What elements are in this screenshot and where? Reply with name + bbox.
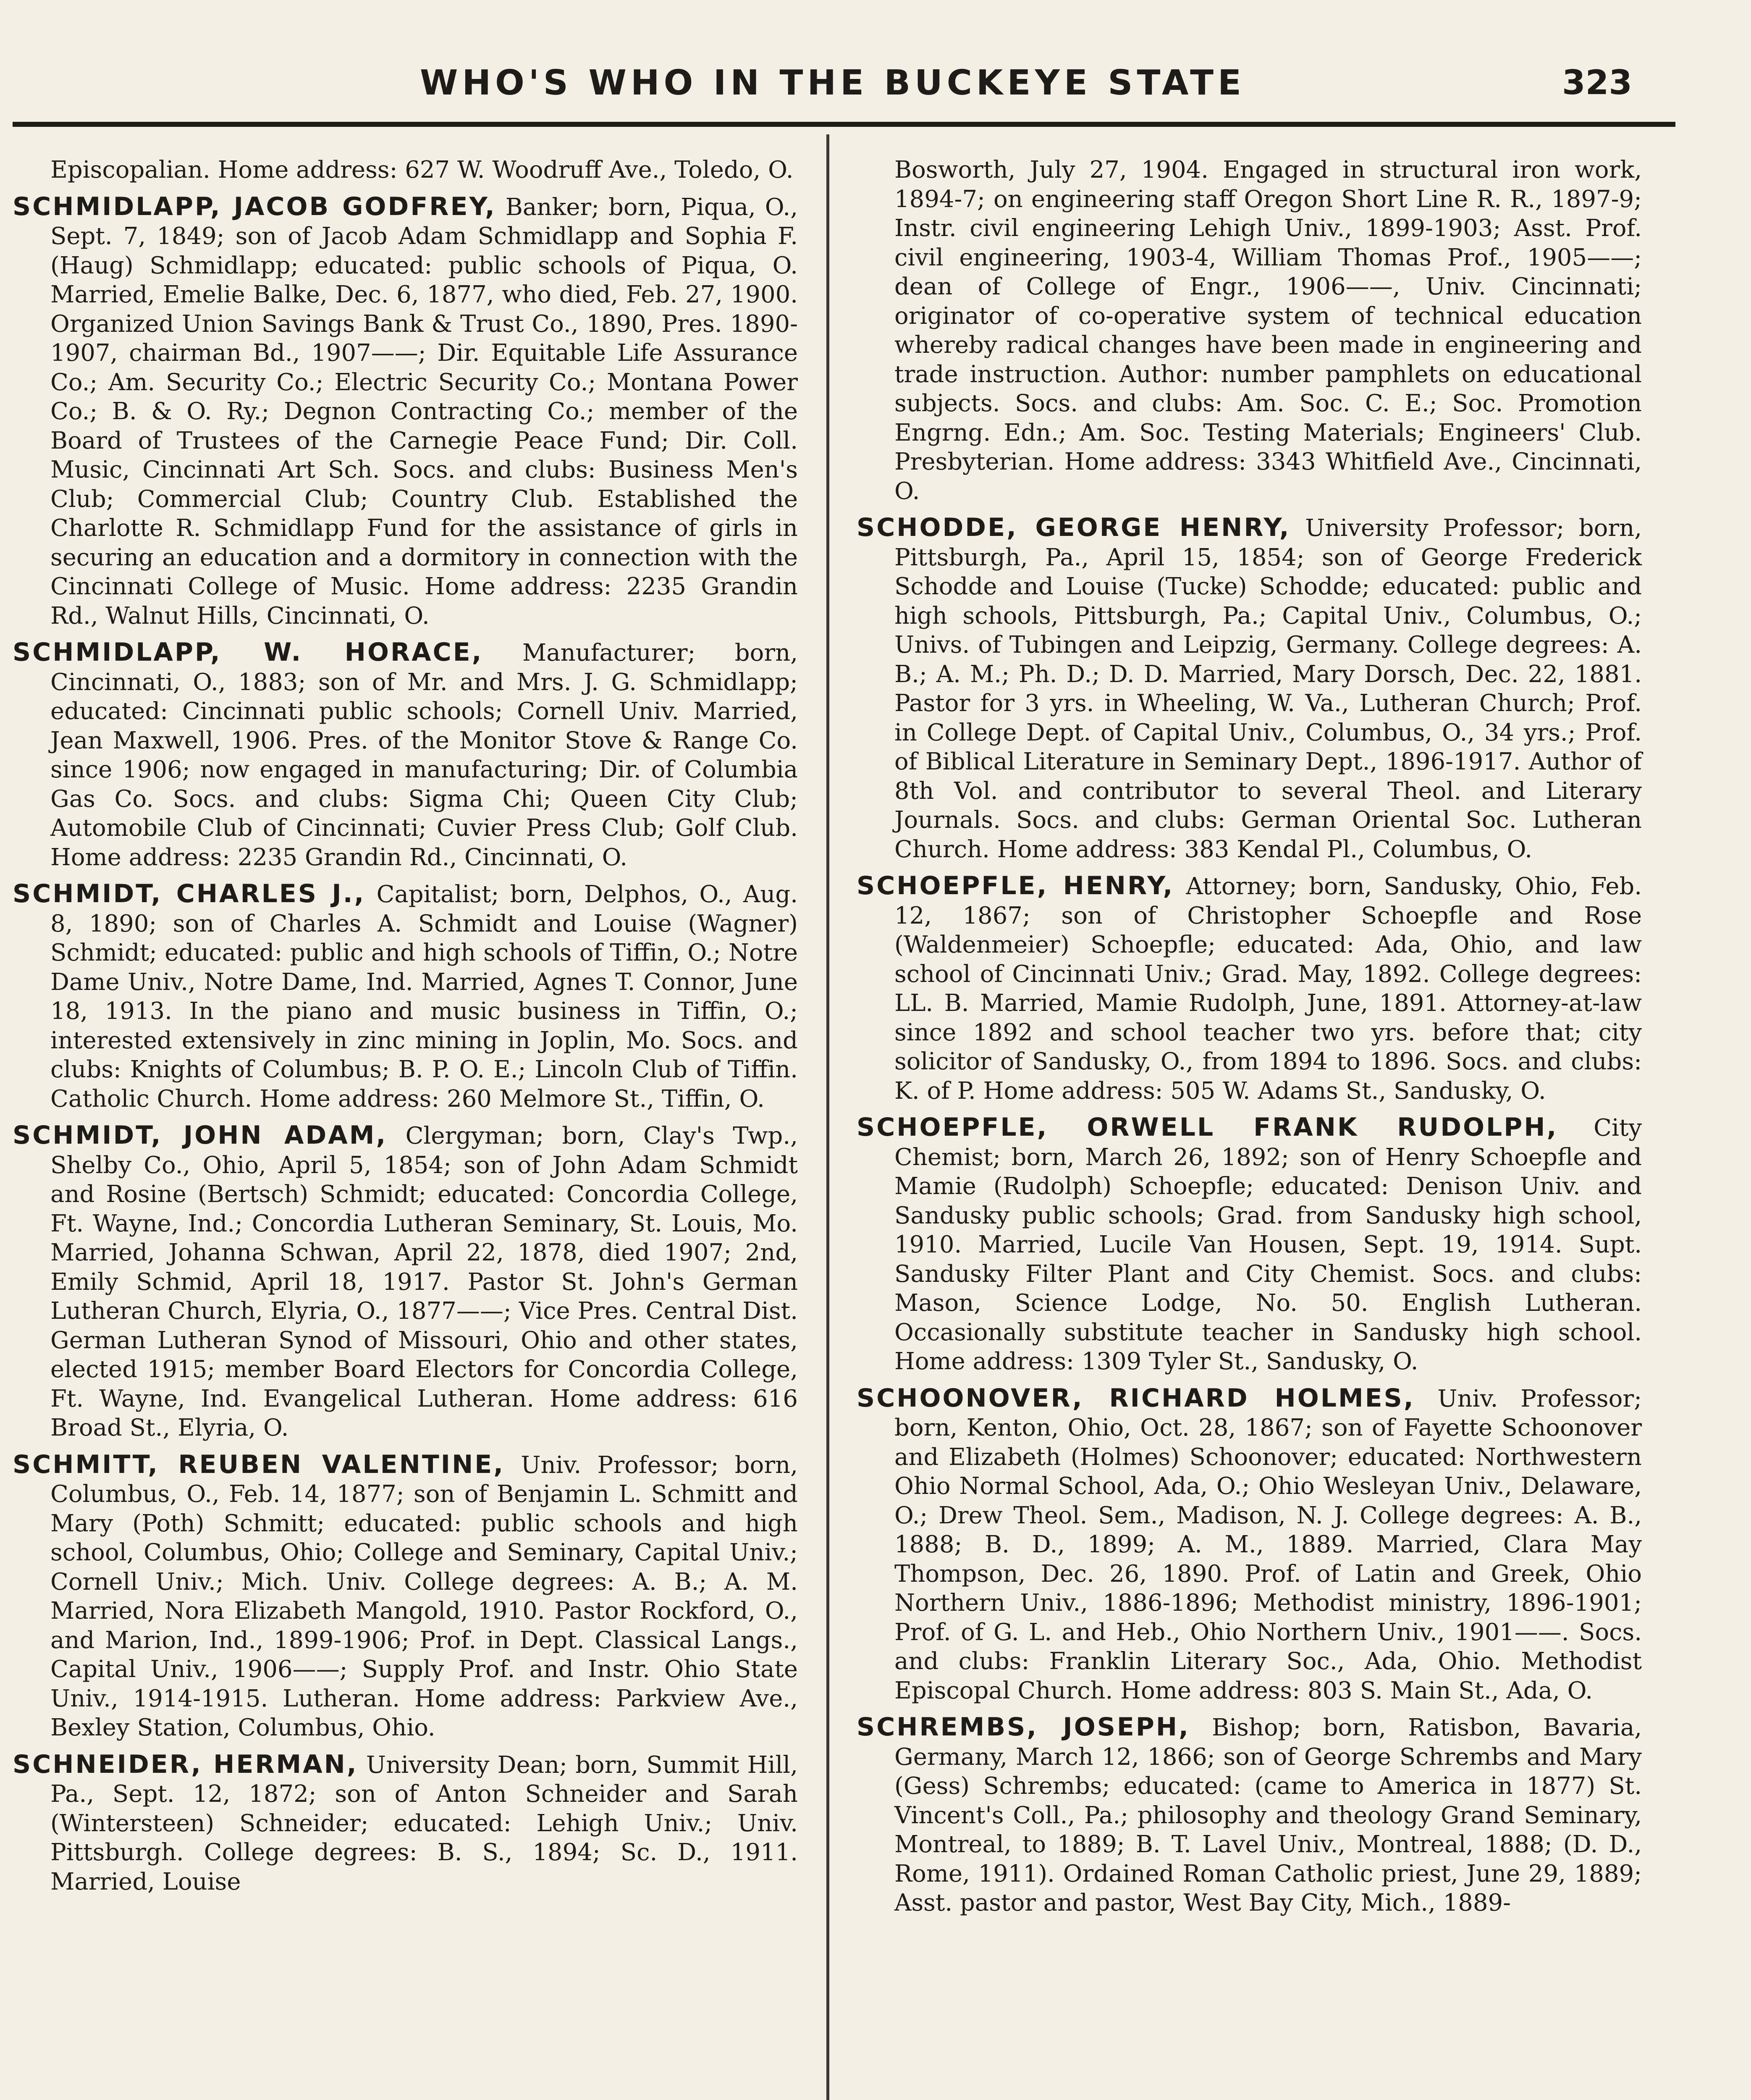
entry-continuation — [13, 155, 798, 185]
entry-text: Manufacturer; born, Cincinnati, O., 1883; son of Mr. and Mrs. J. G. Schmidlapp; educated: Cincinnati public schools; Cornell Univ. Married, Jean Maxwell, 1906. Pres. of the Monitor Stove & Range Co. since 1906; now engaged in manufacturing; Dir. of Columbia Gas Co. Socs. and clubs: Sigma Chi; Queen City Club; Automobile Club of Cincinnati; Cuvier Press Club; Golf Club. Home address: 2235 Grandin Rd., Cincinnati, O. — [50, 639, 798, 871]
running-head: WHO'S WHO IN THE BUCKEYE STATE — [420, 63, 1246, 103]
entry-name: SCHMIDT, CHARLES J., — [13, 879, 366, 908]
entry — [857, 872, 1642, 1105]
entry-text: Univ. Professor; born, Kenton, Ohio, Oct. 28, 1867; son of Fayette Schoonover and Elizabeth (Holmes) Schoonover; educated: Northwestern Ohio Normal School, Ada, O.; Ohio Wesleyan Univ., Delaware, O.; Drew Theol. Sem., Madison, N. J. College degrees: A. B., 1888; B. D., 1899; A. M., 1889. Married, Clara May Thompson, Dec. 26, 1890. Prof. of Latin and Greek, Ohio Northern Univ., 1886-1896; Methodist ministry, 1896-1901; Prof. of G. L. and Heb., Ohio Northern Univ., 1901——. Socs. and clubs: Franklin Literary Soc., Ada, Ohio. Methodist Episcopal Church. Home address: 803 S. Main St., Ada, O. — [894, 1385, 1642, 1704]
column-divider — [826, 134, 829, 2100]
entry — [857, 513, 1642, 864]
entry-name: SCHODDE, GEORGE HENRY, — [857, 513, 1291, 542]
entry — [13, 1750, 798, 1897]
entry-text: City Chemist; born, March 26, 1892; son of Henry Schoepfle and Mamie (Rudolph) Schoepfle; educated: Denison Univ. and Sandusky public schools; Grad. from Sandusky high school, 1910. Married, Lucile Van Housen, Sept. 19, 1914. Supt. Sandusky Filter Plant and City Chemist. Socs. and clubs: Mason, Science Lodge, No. 50. English Lutheran. Occasionally substitute teacher in Sandusky high school. Home address: 1309 Tyler St., Sandusky, O. — [894, 1114, 1642, 1375]
entry-name: SCHNEIDER, HERMAN, — [13, 1749, 358, 1779]
entry-text: Episcopalian. Home address: 627 W. Woodruff Ave., Toledo, O. — [50, 156, 794, 184]
entry — [857, 1713, 1642, 1918]
entry-continuation — [857, 155, 1642, 506]
entry-text: University Dean; born, Summit Hill, Pa., Sept. 12, 1872; son of Anton Schneider and Sarah (Wintersteen) Schneider; educated: Lehigh Univ.; Univ. Pittsburgh. College degrees: B. S., 1894; Sc. D., 1911. Married, Louise — [50, 1751, 798, 1895]
left-column — [13, 155, 798, 1904]
entry-text: Attorney; born, Sandusky, Ohio, Feb. 12, 1867; son of Christopher Schoepfle and Rose (Waldenmeier) Schoepfle; educated: Ada, Ohio, and law school of Cincinnati Univ.; Grad. May, 1892. College degrees: LL. B. Married, Mamie Rudolph, June, 1891. Attorney-at-law since 1892 and school teacher two yrs. before that; city solicitor of Sandusky, O., from 1894 to 1896. Socs. and clubs: K. of P. Home address: 505 W. Adams St., Sandusky, O. — [894, 873, 1642, 1105]
entry-name: SCHMITT, REUBEN VALENTINE, — [13, 1449, 505, 1479]
entry-text: Bosworth, July 27, 1904. Engaged in structural iron work, 1894-7; on engineering staff Oregon Short Line R. R., 1897-9; Instr. civil engineering Lehigh Univ., 1899-1903; Asst. Prof. civil engineering, 1903-4, William Thomas Prof., 1905——; dean of College of Engr., 1906——, Univ. Cincinnati; originator of co-operative system of technical education whereby radical changes have been made in engineering and trade instruction. Author: number pamphlets on educational subjects. Socs. and clubs: Am. Soc. C. E.; Soc. Promotion Engrng. Edn.; Am. Soc. Testing Materials; Engineers' Club. Presbyterian. Home address: 3343 Whitfield Ave., Cincinnati, O. — [894, 156, 1642, 505]
entry-name: SCHMIDLAPP, JACOB GODFREY, — [13, 192, 496, 221]
entry-text: Univ. Professor; born, Columbus, O., Feb. 14, 1877; son of Benjamin L. Schmitt and Mary (Poth) Schmitt; educated: public schools and high school, Columbus, Ohio; College and Seminary, Capital Univ.; Cornell Univ.; Mich. Univ. College degrees: A. B.; A. M. Married, Nora Elizabeth Mangold, 1910. Pastor Rockford, O., and Marion, Ind., 1899-1906; Prof. in Dept. Classical Langs., Capital Univ., 1906——; Supply Prof. and Instr. Ohio State Univ., 1914-1915. Lutheran. Home address: Parkview Ave., Bexley Station, Columbus, Ohio. — [50, 1451, 798, 1741]
entry — [13, 192, 798, 631]
header-rule — [13, 122, 1675, 127]
entry-text: Bishop; born, Ratisbon, Bavaria, Germany, March 12, 1866; son of George Schrembs and Mary (Gess) Schrembs; educated: (came to America in 1877) St. Vincent's Coll., Pa.; philosophy and theology Grand Seminary, Montreal, to 1889; B. T. Lavel Univ., Montreal, 1888; (D. D., Rome, 1911). Ordained Roman Catholic priest, June 29, 1889; Asst. pastor and pastor, West Bay City, Mich., 1889- — [894, 1714, 1642, 1916]
entry-text: Banker; born, Piqua, O., Sept. 7, 1849; son of Jacob Adam Schmidlapp and Sophia F. (Haug) Schmidlapp; educated: public schools of Piqua, O. Married, Emelie Balke, Dec. 6, 1877, who died, Feb. 27, 1900. Organized Union Savings Bank & Trust Co., 1890, Pres. 1890-1907, chairman Bd., 1907——; Dir. Equitable Life Assurance Co.; Am. Security Co.; Electric Security Co.; Montana Power Co.; B. & O. Ry.; Degnon Contracting Co.; member of the Board of Trustees of the Carnegie Peace Fund; Dir. Coll. Music, Cincinnati Art Sch. Socs. and clubs: Business Men's Club; Commercial Club; Country Club. Established the Charlotte R. Schmidlapp Fund for the assistance of girls in securing an education and a dormitory in connection with the Cincinnati College of Music. Home address: 2235 Grandin Rd., Walnut Hills, Cincinnati, O. — [50, 193, 798, 630]
entry-name: SCHMIDLAPP, W. HORACE, — [13, 638, 483, 667]
entry — [13, 1450, 798, 1743]
entry — [13, 879, 798, 1113]
entry-name: SCHOEPFLE, ORWELL FRANK RUDOLPH, — [857, 1113, 1558, 1142]
entry-name: SCHREMBS, JOSEPH, — [857, 1712, 1190, 1742]
entry — [13, 1121, 798, 1443]
entry — [13, 638, 798, 872]
page-number: 323 — [1562, 63, 1632, 102]
entry-name: SCHMIDT, JOHN ADAM, — [13, 1121, 388, 1150]
entry-name: SCHOONOVER, RICHARD HOLMES, — [857, 1383, 1415, 1413]
right-column — [857, 155, 1642, 1925]
entry-text: Clergyman; born, Clay's Twp., Shelby Co., Ohio, April 5, 1854; son of John Adam Schmidt and Rosine (Bertsch) Schmidt; educated: Concordia College, Ft. Wayne, Ind.; Concordia Lutheran Seminary, St. Louis, Mo. Married, Johanna Schwan, April 22, 1878, died 1907; 2nd, Emily Schmid, April 18, 1917. Pastor St. John's German Lutheran Church, Elyria, O., 1877——; Vice Pres. Central Dist. German Lutheran Synod of Missouri, Ohio and other states, elected 1915; member Board Electors for Concordia College, Ft. Wayne, Ind. Evangelical Lutheran. Home address: 616 Broad St., Elyria, O. — [50, 1122, 798, 1441]
page-header — [0, 50, 1751, 122]
entry — [857, 1384, 1642, 1706]
entry — [857, 1113, 1642, 1376]
entry-text: Capitalist; born, Delphos, O., Aug. 8, 1890; son of Charles A. Schmidt and Louise (Wagner) Schmidt; educated: public and high schools of Tiffin, O.; Notre Dame Univ., Notre Dame, Ind. Married, Agnes T. Connor, June 18, 1913. In the piano and music business in Tiffin, O.; interested extensively in zinc mining in Joplin, Mo. Socs. and clubs: Knights of Columbus; B. P. O. E.; Lincoln Club of Tiffin. Catholic Church. Home address: 260 Melmore St., Tiffin, O. — [50, 881, 798, 1113]
entry-text: University Professor; born, Pittsburgh, Pa., April 15, 1854; son of George Frederick Schodde and Louise (Tucke) Schodde; educated: public and high schools, Pittsburgh, Pa.; Capital Univ., Columbus, O.; Univs. of Tubingen and Leipzig, Germany. College degrees: A. B.; A. M.; Ph. D.; D. D. Married, Mary Dorsch, Dec. 22, 1881. Pastor for 3 yrs. in Wheeling, W. Va., Lutheran Church; Prof. in College Dept. of Capital Univ., Columbus, O., 34 yrs.; Prof. of Biblical Literature in Seminary Dept., 1896-1917. Author of 8th Vol. and contributor to several Theol. and Literary Journals. Socs. and clubs: German Oriental Soc. Lutheran Church. Home address: 383 Kendal Pl., Columbus, O. — [894, 514, 1642, 863]
entry-name: SCHOEPFLE, HENRY, — [857, 871, 1174, 900]
